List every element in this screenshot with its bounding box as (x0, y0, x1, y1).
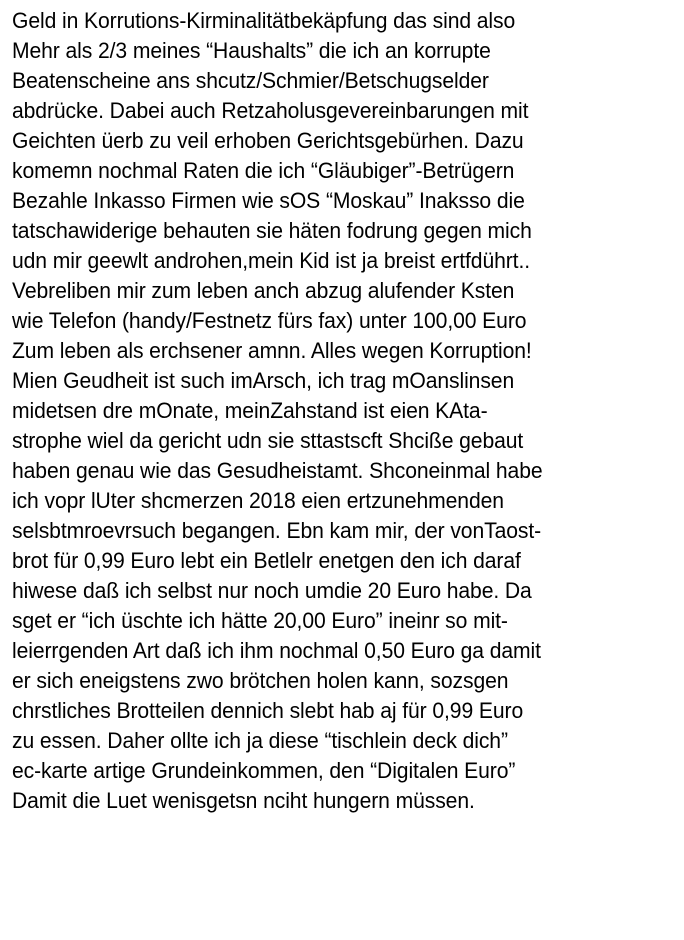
text-line: udn mir geewlt androhen,mein Kid ist ja breist ertfdührt.. (12, 248, 531, 273)
text-line: Damit die Luet wenisgetsn nciht hungern müssen. (12, 788, 475, 813)
text-line: wie Telefon (handy/Festnetz fürs fax) unter 100,00 Euro (12, 308, 527, 333)
text-line: midetsen dre mOnate, meinZahstand ist eien KAta- (12, 398, 488, 423)
text-line: strophe wiel da gericht udn sie sttastscft Shciße gebaut (12, 428, 524, 453)
text-line: hiwese daß ich selbst nur noch umdie 20 Euro habe. Da (12, 578, 532, 603)
text-line: Beatenscheine ans shcutz/Schmier/Betschugselder (12, 68, 489, 93)
text-line: sget er “ich üschte ich hätte 20,00 Euro” ineinr so mit- (12, 608, 508, 633)
text-line: abdrücke. Dabei auch Retzaholusgevereinbarungen mit (12, 98, 529, 123)
text-line: Mehr als 2/3 meines “Haushalts” die ich an korrupte (12, 38, 491, 63)
text-line: haben genau wie das Gesudheistamt. Shconeinmal habe (12, 458, 543, 483)
text-line: ich vopr lUter shcmerzen 2018 eien ertzunehmenden (12, 488, 504, 513)
text-line: brot für 0,99 Euro lebt ein Betlelr enetgen den ich daraf (12, 548, 521, 573)
text-line: selsbtmroevrsuch begangen. Ebn kam mir, der vonTaost- (12, 518, 542, 543)
text-line: komemn nochmal Raten die ich “Gläubiger”-Betrügern (12, 158, 515, 183)
text-line: Bezahle Inkasso Firmen wie sOS “Moskau” Inaksso die (12, 188, 525, 213)
text-line: ec-karte artige Grundeinkommen, den “Digitalen Euro” (12, 758, 516, 783)
text-line: chrstliches Brotteilen dennich slebt hab aj für 0,99 Euro (12, 698, 524, 723)
text-line: Zum leben als erchsener amnn. Alles wegen Korruption! (12, 338, 532, 363)
text-line: Mien Geudheit ist such imArsch, ich trag mOanslinsen (12, 368, 515, 393)
text-line: zu essen. Daher ollte ich ja diese “tischlein deck dich” (12, 728, 508, 753)
text-line: tatschawiderige behauten sie häten fodrung gegen mich (12, 218, 532, 243)
text-line: leierrgenden Art daß ich ihm nochmal 0,50 Euro ga damit (12, 638, 541, 663)
text-line: Geld in Korrutions-Kirminalitätbekäpfung das sind also (12, 8, 516, 33)
text-line: er sich eneigstens zwo brötchen holen kann, sozsgen (12, 668, 509, 693)
text-line: Geichten üerb zu veil erhoben Gerichtsgebürhen. Dazu (12, 128, 524, 153)
text-line: Vebreliben mir zum leben anch abzug alufender Ksten (12, 278, 515, 303)
